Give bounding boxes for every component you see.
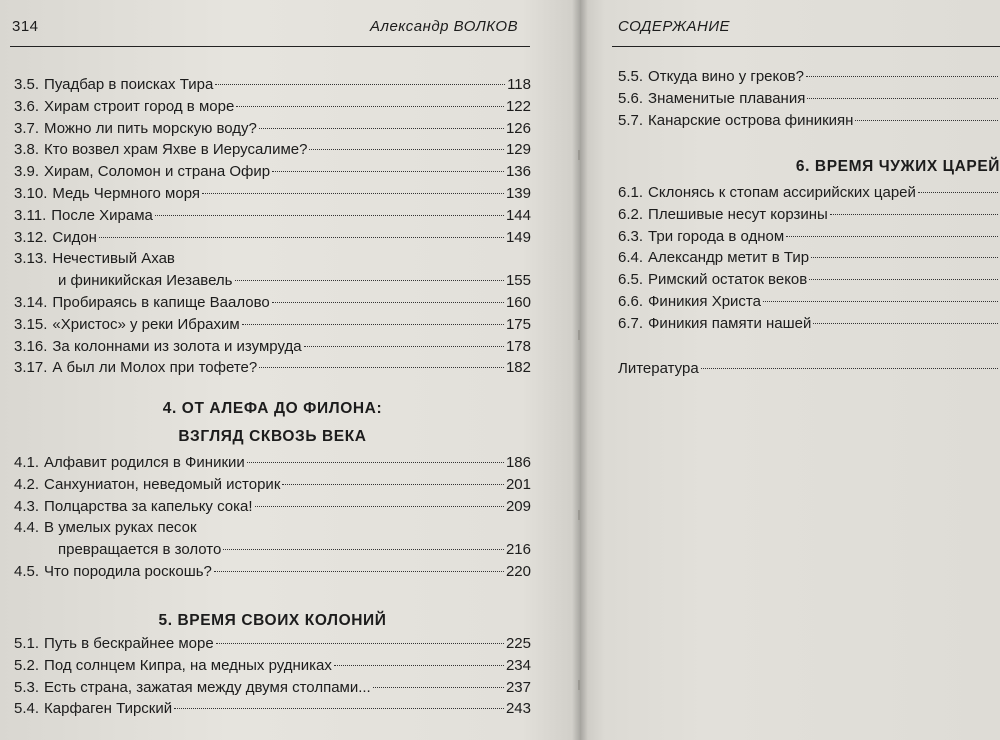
toc-entry-title: Пуадбар в поисках Тира xyxy=(44,76,214,93)
page-number: 314 xyxy=(12,18,39,35)
toc-entry-number: 3.12. xyxy=(14,228,48,246)
toc-entry-title: и финикийская Иезавель xyxy=(58,272,233,290)
toc-entry-title: Что породила роскошь? xyxy=(44,562,212,580)
dot-leader xyxy=(259,367,504,368)
dot-leader xyxy=(811,257,998,258)
running-head-author: Александр ВОЛКОВ xyxy=(370,18,519,35)
toc-entry-title: Санхуниатон, неведомый историк xyxy=(44,475,281,493)
toc-entry-number: 6.4. xyxy=(618,249,644,267)
toc-entry xyxy=(14,496,531,518)
running-head-contents: СОДЕРЖАНИЕ xyxy=(618,18,731,35)
toc-entry-page: 220 xyxy=(505,562,531,580)
toc-entry-page: 182 xyxy=(505,359,531,377)
toc-entry-number: 3.16. xyxy=(14,337,48,355)
dot-leader xyxy=(282,484,504,485)
dot-leader xyxy=(247,462,504,463)
dot-leader xyxy=(99,237,504,238)
toc-entry xyxy=(14,539,531,561)
toc-entry xyxy=(618,204,1000,226)
toc-chapter-5-cont-list xyxy=(618,66,1000,131)
dot-leader xyxy=(255,506,504,507)
toc-entry-page: 209 xyxy=(505,497,531,515)
toc-entry-page: 178 xyxy=(505,337,531,355)
toc-entry xyxy=(14,452,531,474)
toc-entry xyxy=(14,474,531,496)
dot-leader xyxy=(174,708,504,709)
toc-entry-title: Плешивые несут корзины xyxy=(648,205,828,223)
toc-entry-number: 6.3. xyxy=(618,227,644,245)
toc-entry xyxy=(14,183,531,205)
toc-entry-title: Хирам строит город в море xyxy=(44,97,235,115)
toc-entry-title: Можно ли пить морскую воду? xyxy=(44,119,257,137)
header-rule xyxy=(612,46,1000,47)
dot-leader xyxy=(304,346,504,347)
toc-entry xyxy=(14,677,531,699)
dot-leader xyxy=(334,665,504,666)
toc-entry-title: В умелых руках песок xyxy=(44,519,197,537)
toc-literature xyxy=(618,358,1000,380)
section-4-title-line1: 4. ОТ АЛЕФА ДО ФИЛОНА: xyxy=(162,400,383,417)
binding-stitch xyxy=(578,150,580,160)
toc-entry-number: 6.7. xyxy=(618,314,644,332)
toc-entry-title: Есть страна, зажатая между двумя столпами... xyxy=(44,678,371,696)
toc-chapter-3-list xyxy=(14,74,531,379)
toc-entry-title: Пробираясь в капище Ваалово xyxy=(52,293,270,311)
section-4-title-line2: ВЗГЛЯД СКВОЗЬ ВЕКА xyxy=(178,428,367,445)
toc-entry xyxy=(618,110,1000,132)
toc-entry xyxy=(618,269,1000,291)
toc-entry-title: Сидон xyxy=(52,228,97,246)
toc-entry xyxy=(14,517,531,539)
dot-leader xyxy=(763,301,998,302)
toc-entry-number: 4.4. xyxy=(14,519,40,537)
dot-leader xyxy=(701,368,998,369)
header-rule xyxy=(10,46,530,47)
toc-entry-number: 6.1. xyxy=(618,184,644,201)
toc-entry xyxy=(14,314,531,336)
toc-entry-number: 3.15. xyxy=(14,315,48,333)
toc-entry-number: 3.14. xyxy=(14,293,48,311)
toc-entry xyxy=(14,698,531,720)
toc-entry xyxy=(14,161,531,183)
toc-entry xyxy=(618,291,1000,313)
toc-entry-page: 126 xyxy=(505,119,531,137)
toc-entry-title: Откуда вино у греков? xyxy=(648,68,804,85)
toc-entry-number: 4.1. xyxy=(14,454,40,471)
toc-chapter-5-list xyxy=(14,633,531,720)
toc-entry-title: Три города в одном xyxy=(648,227,785,245)
toc-entry-number: 3.9. xyxy=(14,163,40,181)
toc-entry xyxy=(14,270,531,292)
toc-entry xyxy=(14,633,531,655)
toc-entry-page: 201 xyxy=(505,475,531,493)
toc-entry-title: Хирам, Соломон и страна Офир xyxy=(44,163,271,181)
toc-entry-title: За колоннами из золота и изумруда xyxy=(52,337,302,355)
toc-entry-title: Финикия Христа xyxy=(648,292,761,310)
toc-chapter-6-list xyxy=(618,182,1000,335)
toc-entry-number: 5.3. xyxy=(14,678,40,696)
toc-entry-number: 5.6. xyxy=(618,89,644,107)
toc-entry-number: 6.5. xyxy=(618,271,644,289)
dot-leader xyxy=(259,128,504,129)
toc-entry-number: 3.8. xyxy=(14,141,40,159)
toc-entry-page: 136 xyxy=(505,163,531,181)
toc-entry-number: 3.17. xyxy=(14,359,48,377)
toc-entry-title: Медь Чермного моря xyxy=(52,184,201,202)
dot-leader xyxy=(809,279,998,280)
dot-leader xyxy=(216,643,504,644)
toc-entry-number: 3.6. xyxy=(14,97,40,115)
toc-entry-page: 237 xyxy=(505,678,531,696)
toc-entry-title: Александр метит в Тир xyxy=(648,249,810,267)
toc-entry xyxy=(14,96,531,118)
toc-entry xyxy=(618,313,1000,335)
toc-entry-title: Под солнцем Кипра, на медных рудниках xyxy=(44,656,332,674)
toc-entry xyxy=(618,247,1000,269)
toc-entry xyxy=(14,292,531,314)
dot-leader xyxy=(807,98,998,99)
dot-leader xyxy=(155,215,504,216)
toc-entry xyxy=(14,357,531,379)
toc-entry-page: 122 xyxy=(505,97,531,115)
dot-leader xyxy=(813,323,998,324)
dot-leader xyxy=(272,171,504,172)
toc-entry-page: 139 xyxy=(505,184,531,202)
dot-leader xyxy=(236,106,504,107)
toc-entry-title: Полцарства за капельку сока! xyxy=(44,497,253,515)
toc-entry-page: 129 xyxy=(505,141,531,159)
toc-entry-number: 5.2. xyxy=(14,656,40,674)
dot-leader xyxy=(223,549,504,550)
toc-entry-page: 118 xyxy=(507,76,531,93)
toc-entry-title: Нечестивый Ахав xyxy=(52,250,175,268)
toc-entry-title: Алфавит родился в Финикии xyxy=(44,454,245,471)
dot-leader xyxy=(215,84,505,85)
toc-entry-title: превращается в золото xyxy=(58,541,222,559)
toc-entry-number: 5.1. xyxy=(14,635,40,652)
toc-entry-page: 243 xyxy=(505,700,531,718)
toc-entry xyxy=(14,336,531,358)
toc-literature-title: Литература xyxy=(618,360,699,377)
toc-entry xyxy=(618,226,1000,248)
toc-entry-title: Карфаген Тирский xyxy=(44,700,173,718)
toc-entry xyxy=(618,66,1000,88)
toc-entry xyxy=(618,88,1000,110)
toc-entry-number: 3.10. xyxy=(14,184,48,202)
toc-entry-number: 5.4. xyxy=(14,700,40,718)
toc-entry-title: Кто возвел храм Яхве в Иерусалиме? xyxy=(44,141,308,159)
dot-leader xyxy=(242,324,504,325)
toc-entry-title: Путь в бескрайнее море xyxy=(44,635,214,652)
toc-entry-page: 216 xyxy=(505,541,531,559)
toc-entry xyxy=(618,358,1000,380)
toc-entry-title: «Христос» у реки Ибрахим xyxy=(52,315,240,333)
dot-leader xyxy=(786,236,998,237)
toc-chapter-4-list xyxy=(14,452,531,583)
dot-leader xyxy=(918,192,998,193)
toc-entry-number: 4.3. xyxy=(14,497,40,515)
toc-entry-page: 175 xyxy=(505,315,531,333)
toc-entry-number: 5.7. xyxy=(618,111,644,129)
toc-entry xyxy=(14,227,531,249)
toc-entry xyxy=(14,74,531,96)
binding-stitch xyxy=(578,510,580,520)
toc-entry xyxy=(14,561,531,583)
toc-entry xyxy=(14,248,531,270)
toc-entry xyxy=(618,182,1000,204)
binding-stitch xyxy=(578,680,580,690)
toc-entry-number: 4.2. xyxy=(14,475,40,493)
section-6-title xyxy=(618,158,1000,176)
dot-leader xyxy=(309,149,504,150)
dot-leader xyxy=(214,571,504,572)
toc-entry-title: Канарские острова финикиян xyxy=(648,111,854,129)
toc-entry-number: 5.5. xyxy=(618,68,644,85)
dot-leader xyxy=(202,193,504,194)
toc-entry-page: 225 xyxy=(505,635,531,652)
toc-entry-number: 3.7. xyxy=(14,119,40,137)
toc-entry-page: 149 xyxy=(505,228,531,246)
dot-leader xyxy=(806,76,998,77)
toc-entry-page: 155 xyxy=(505,272,531,290)
toc-entry-page: 234 xyxy=(505,656,531,674)
section-6-title-text: 6. ВРЕМЯ ЧУЖИХ ЦАРЕЙ xyxy=(795,158,1000,175)
dot-leader xyxy=(855,120,998,121)
toc-entry-title: А был ли Молох при тофете? xyxy=(52,359,258,377)
toc-entry-number: 3.11. xyxy=(14,206,47,224)
toc-entry-number: 3.13. xyxy=(14,250,48,268)
toc-entry-number: 3.5. xyxy=(14,76,40,93)
toc-entry-number: 6.6. xyxy=(618,292,644,310)
toc-entry-page: 160 xyxy=(505,293,531,311)
toc-entry-number: 4.5. xyxy=(14,562,40,580)
dot-leader xyxy=(272,302,504,303)
dot-leader xyxy=(235,280,504,281)
toc-entry-title: Склонясь к стопам ассирийских царей xyxy=(648,184,916,201)
toc-entry xyxy=(14,139,531,161)
dot-leader xyxy=(830,214,998,215)
section-5-title: 5. ВРЕМЯ СВОИХ КОЛОНИЙ xyxy=(158,612,387,629)
toc-entry xyxy=(14,205,531,227)
toc-entry-title: Финикия памяти нашей xyxy=(648,314,812,332)
toc-entry-title: Римский остаток веков xyxy=(648,271,808,289)
toc-entry xyxy=(14,655,531,677)
toc-entry-number: 6.2. xyxy=(618,205,644,223)
toc-entry-page: 186 xyxy=(505,454,531,471)
toc-entry-title: После Хирама xyxy=(51,206,153,224)
toc-entry-title: Знаменитые плавания xyxy=(648,89,806,107)
dot-leader xyxy=(373,687,504,688)
toc-entry xyxy=(14,118,531,140)
toc-entry-page: 144 xyxy=(505,206,531,224)
book-gutter xyxy=(572,0,588,740)
binding-stitch xyxy=(578,330,580,340)
